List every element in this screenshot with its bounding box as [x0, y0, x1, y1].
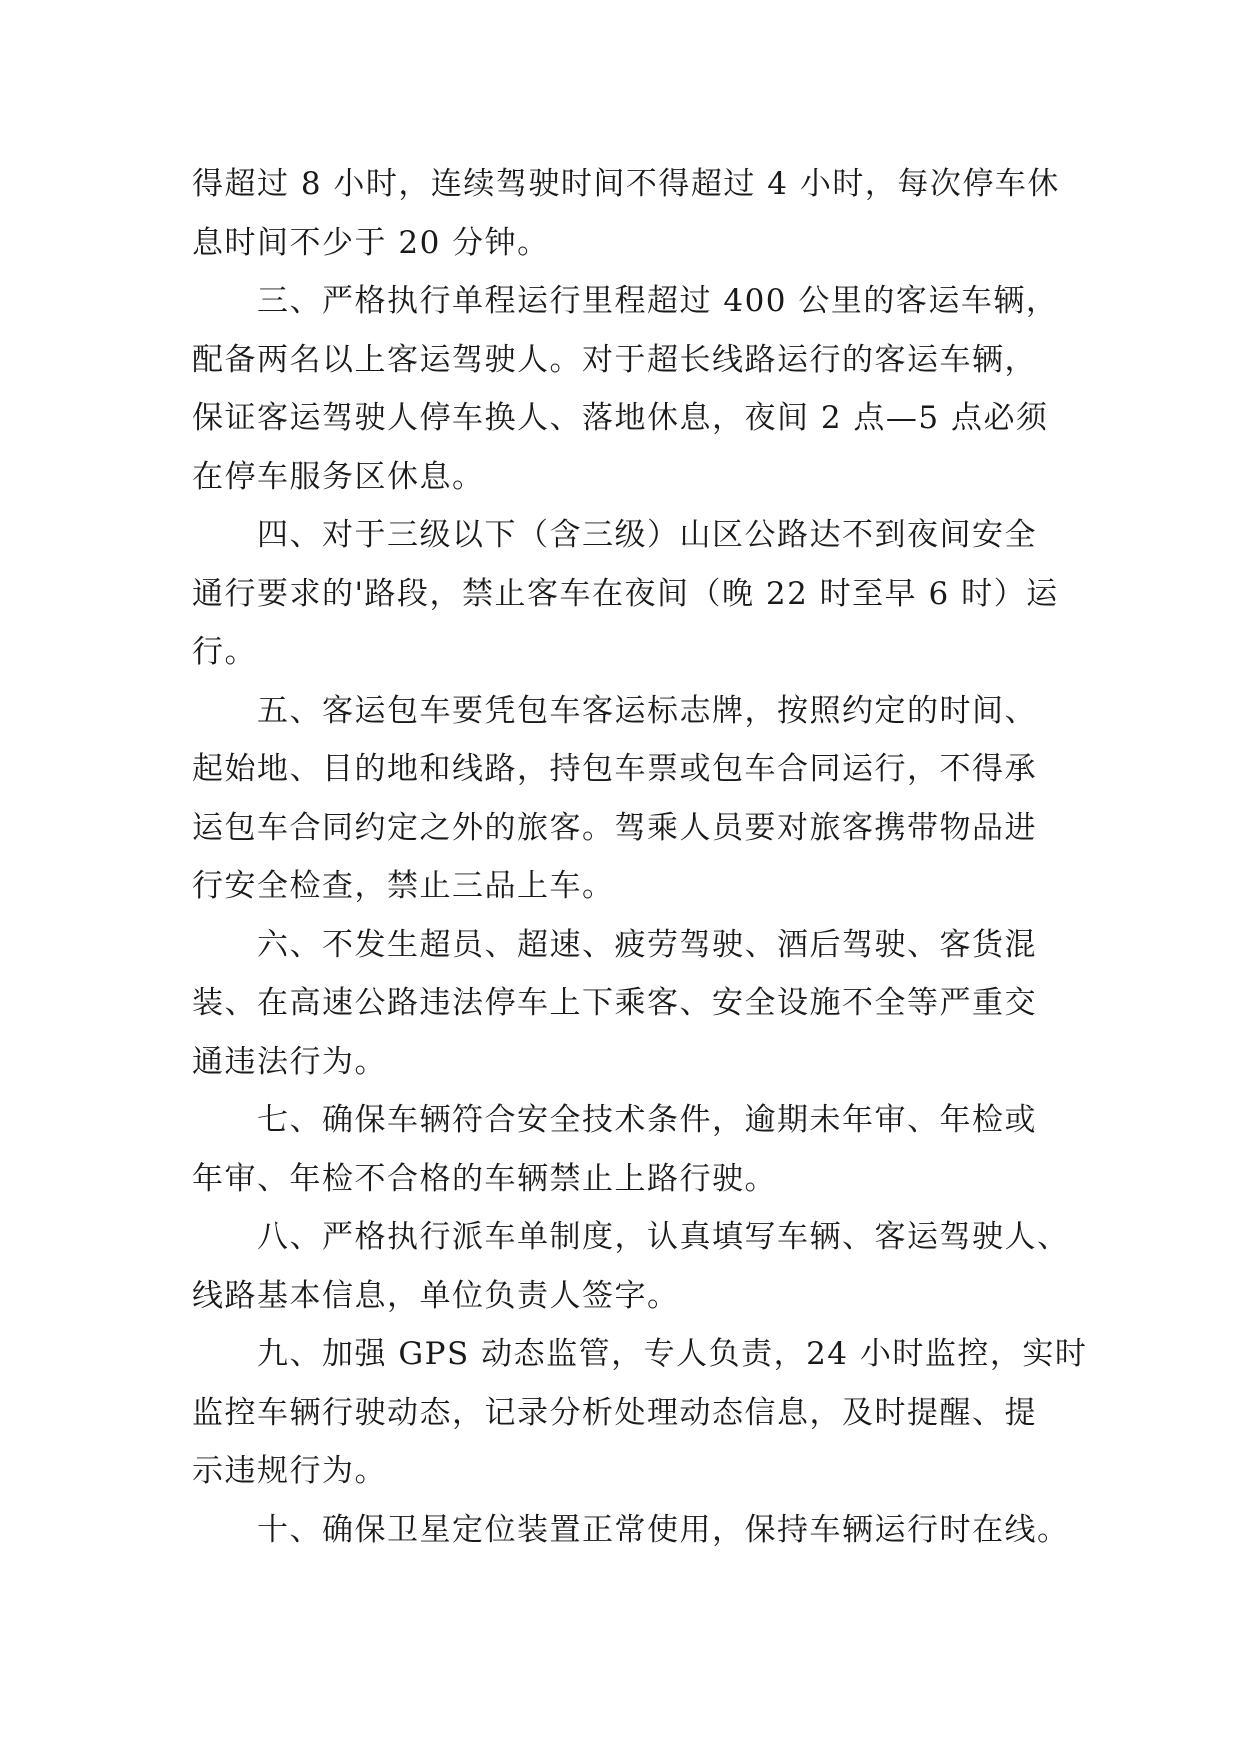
text-line: 十、确保卫星定位装置正常使用，保持车辆运行时在线。: [192, 1511, 1070, 1548]
paragraph-item-6: [192, 916, 1072, 1092]
text-line: 起始地、目的地和线路，持包车票或包车合同运行，不得承: [192, 751, 1037, 787]
text-line: 装、在高速公路违法停车上下乘客、安全设施不全等严重交: [192, 985, 1037, 1021]
paragraph-item-3: [192, 272, 1072, 506]
paragraph-continuation: [192, 155, 1072, 272]
text-line: 通违法行为。: [192, 1043, 387, 1080]
text-line: 保证客运驾驶人停车换人、落地休息，夜间 2 点—5 点必须: [192, 400, 1049, 436]
text-line: 通行要求的'路段，禁止客车在夜间（晚 22 时至早 6 时）运: [192, 575, 1059, 612]
paragraph-item-4: [192, 506, 1072, 682]
paragraph-item-9: [192, 1325, 1088, 1501]
text-line: 四、对于三级以下（含三级）山区公路达不到夜间安全: [192, 517, 1037, 553]
paragraph-item-10: [192, 1501, 1072, 1560]
text-line: 行安全检查，禁止三品上车。: [192, 868, 615, 904]
text-line: 示违规行为。: [192, 1453, 387, 1489]
text-line: 配备两名以上客运驾驶人。对于超长线路运行的客运车辆，: [192, 341, 1037, 378]
text-line: 七、确保车辆符合安全技术条件，逾期未年审、年检或: [192, 1102, 1037, 1138]
text-line: 八、严格执行派车单制度，认真填写车辆、客运驾驶人、: [192, 1219, 1070, 1255]
text-line: 监控车辆行驶动态，记录分析处理动态信息，及时提醒、提: [192, 1394, 1037, 1431]
text-line: 在停车服务区休息。: [192, 458, 485, 495]
text-line: 六、不发生超员、超速、疲劳驾驶、酒后驾驶、客货混: [192, 926, 1037, 963]
text-line: 线路基本信息，单位负责人签字。: [192, 1277, 680, 1314]
text-line: 行。: [192, 634, 257, 670]
text-line: 三、严格执行单程运行里程超过 400 公里的客运车辆，: [192, 283, 1059, 319]
paragraph-item-5: [192, 682, 1072, 916]
text-line: 五、客运包车要凭包车客运标志牌，按照约定的时间、: [192, 692, 1037, 729]
text-line: 息时间不少于 20 分钟。: [192, 224, 550, 261]
text-line: 运包车合同约定之外的旅客。驾乘人员要对旅客携带物品进: [192, 809, 1037, 846]
text-line: 九、加强 GPS 动态监管，专人负责，24 小时监控，实时: [192, 1336, 1088, 1372]
text-line: 年审、年检不合格的车辆禁止上路行驶。: [192, 1160, 777, 1197]
paragraph-item-7: [192, 1091, 1072, 1208]
text-line: 得超过 8 小时，连续驾驶时间不得超过 4 小时，每次停车休: [192, 166, 1060, 202]
paragraph-item-8: [192, 1208, 1072, 1325]
document-body: [192, 155, 1088, 1559]
